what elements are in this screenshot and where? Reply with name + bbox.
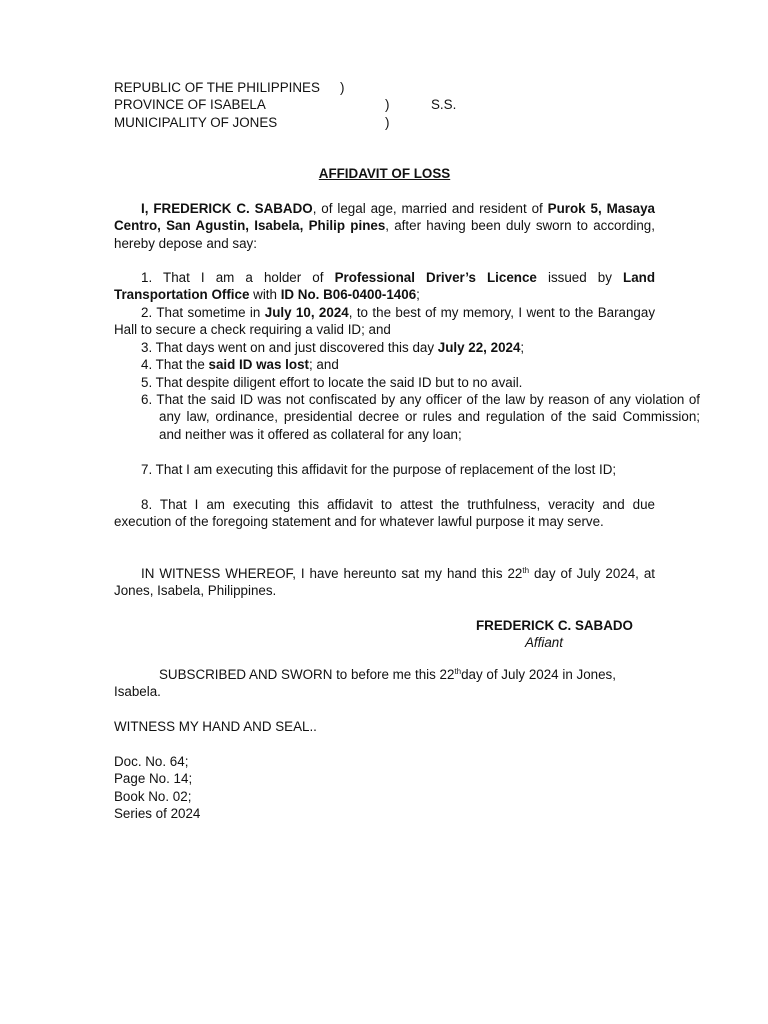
list-item-3: 3. That days went on and just discovered this day July 22, 2024; — [141, 340, 525, 355]
list-item-5: 5. That despite diligent effort to locate the said ID but to no avail. — [141, 375, 523, 390]
signature-name: FREDERICK C. SABADO — [476, 618, 633, 633]
item-number: 2. — [141, 305, 153, 320]
affiant-pronoun: I, — [141, 201, 154, 216]
list-item-8: 8. That I am executing this affidavit to attest the truthfulness, veracity and due execution of the foregoing statement and for whatever lawful purpose it may serve. — [114, 497, 655, 530]
header-ss: S.S. — [431, 97, 457, 112]
intro-text-2: , after having been duly sworn to according, hereby depose and say: — [114, 218, 655, 251]
header-paren-2: ) — [385, 97, 390, 112]
signature-role: Affiant — [525, 635, 563, 650]
list-item-2: 2. That sometime in July 10, 2024, to the best of my memory, I went to the Barangay Hall to secure a check requiring a valid ID; and — [114, 305, 656, 338]
list-item-4: 4. That the said ID was lost; and — [141, 357, 339, 372]
witness-paragraph: IN WITNESS WHEREOF, I have hereunto sat my hand this 22th day of July 2024, at Jones, Isabela, Philippines. — [114, 566, 655, 599]
series-year: Series of 2024 — [114, 806, 201, 821]
item-number: 4. — [141, 357, 153, 372]
header-republic: REPUBLIC OF THE PHILIPPINES — [114, 80, 320, 95]
license-type: Professional Driver’s Licence — [334, 270, 537, 285]
page-number: Page No. 14; — [114, 771, 193, 786]
header-paren-1: ) — [340, 80, 345, 95]
issuing-office: Land Transportation Office — [114, 270, 656, 303]
document-title: AFFIDAVIT OF LOSS — [318, 166, 451, 181]
item-number: 1. — [141, 270, 153, 285]
book-number: Book No. 02; — [114, 789, 192, 804]
affiant-name: FREDERICK C. SABADO — [153, 201, 313, 216]
header-paren-3: ) — [385, 115, 390, 130]
lost-statement: said ID was lost — [208, 357, 309, 372]
date-discovered: July 22, 2024 — [437, 340, 521, 355]
intro-text-1: , of legal age, married and resident of — [312, 201, 548, 216]
intro-paragraph — [114, 200, 655, 252]
list-item-7: 7. That I am executing this affidavit for the purpose of replacement of the lost ID; — [141, 462, 617, 477]
list-item-6: 6. That the said ID was not confiscated by any officer of the law by reason of any violation of any law, ordinance, presidential decree or rules and regulation of the said Commission; and neither was it offered as collateral for any loan; — [141, 392, 701, 442]
list-item-1: 1. That I am a holder of Professional Driver’s Licence issued by Land Transportation Office with ID No. B06-0400-1406; — [114, 270, 656, 303]
witness-hand-seal: WITNESS MY HAND AND SEAL.. — [114, 719, 317, 734]
date-visit: July 10, 2024 — [264, 305, 349, 320]
header-municipality: MUNICIPALITY OF JONES — [114, 115, 278, 130]
item-number: 5. — [141, 375, 153, 390]
affiant-address: Purok 5, Masaya Centro, San Agustin, Isabela, Philip pines — [114, 201, 655, 234]
id-number: ID No. B06-0400-1406 — [280, 287, 417, 303]
item-number: 8. — [141, 497, 153, 512]
doc-number: Doc. No. 64; — [114, 754, 189, 769]
item-number: 3. — [141, 340, 153, 355]
header-province: PROVINCE OF ISABELA — [114, 97, 266, 112]
item-number: 6. — [141, 392, 153, 407]
item-number: 7. — [141, 462, 153, 477]
subscribed-paragraph: SUBSCRIBED AND SWORN to before me this 22thday of July 2024 in Jones, Isabela. — [114, 667, 616, 700]
